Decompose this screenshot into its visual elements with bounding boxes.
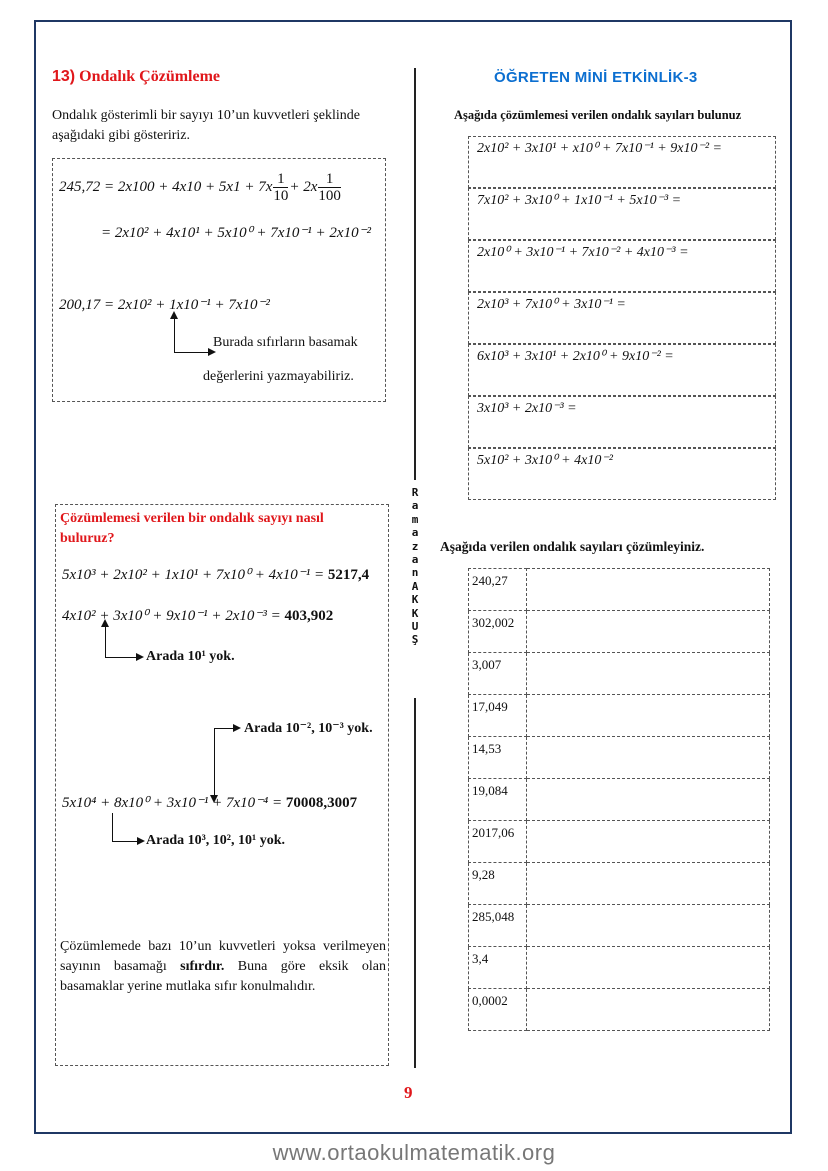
expression-text: 2x10² + 3x10¹ + x10⁰ + 7x10⁻¹ + 9x10⁻² = (477, 141, 722, 156)
number-cell: 302,002 (469, 611, 527, 653)
arrow-4-head-right (137, 837, 145, 845)
arrow-3-head-right (233, 724, 241, 732)
table-row (469, 989, 770, 1031)
arrow-1-horizontal (174, 352, 210, 353)
arrow-3-shaft (214, 728, 215, 798)
example-note-1: Burada sıfırların basamak (213, 335, 358, 350)
find-eq-3-lhs: 5x10⁴ + 8x10⁰ + 3x10⁻¹ + 7x10⁻⁴ = (62, 795, 283, 811)
number-cell: 19,084 (469, 779, 527, 821)
fraction-1-10 (273, 171, 288, 204)
number-cell: 285,048 (469, 905, 527, 947)
find-note-b: Arada 10⁻², 10⁻³ yok. (244, 721, 373, 736)
find-eq-1-result: 5217,4 (327, 567, 370, 583)
expression-text: 7x10² + 3x10⁰ + 1x10⁻¹ + 5x10⁻³ = (477, 193, 682, 208)
table-row (469, 737, 770, 779)
find-box (55, 504, 389, 1066)
divider-line-bottom (414, 698, 416, 1068)
divider-line-top (414, 68, 416, 480)
expression-text: 2x10³ + 7x10⁰ + 3x10⁻¹ = (477, 297, 626, 312)
divider-letter: K (411, 593, 419, 607)
example-note-2: değerlerini yazmayabiliriz. (203, 369, 354, 384)
example-line-1 (59, 171, 342, 204)
divider-letter: U (411, 620, 419, 634)
table-row (469, 569, 770, 611)
arrow-2-shaft (105, 625, 106, 658)
divider-letter: R (411, 486, 419, 499)
activity-title: ÖĞRETEN MİNİ ETKİNLİK-3 (494, 69, 698, 86)
find-paragraph-pre: Çözümlemede bazı 10’un kuvvetleri yoksa verilmeyen sayının basamağı (60, 939, 386, 974)
arrow-1-head (170, 311, 178, 319)
find-eq-2-lhs: 4x10² + 3x10⁰ + 9x10⁻¹ + 2x10⁻³ = (62, 608, 281, 624)
expression-row[interactable] (468, 292, 776, 344)
example-line-2: = 2x10² + 4x10¹ + 5x10⁰ + 7x10⁻¹ + 2x10⁻² (101, 225, 371, 241)
answer-cell[interactable] (527, 989, 770, 1031)
expression-row[interactable] (468, 396, 776, 448)
example-box (52, 158, 386, 402)
number-cell: 9,28 (469, 863, 527, 905)
table-row (469, 779, 770, 821)
answer-cell[interactable] (527, 611, 770, 653)
arrow-2-horizontal (105, 657, 137, 658)
number-cell: 3,4 (469, 947, 527, 989)
table-row (469, 863, 770, 905)
section-title (52, 68, 220, 86)
find-note-a: Arada 10¹ yok. (146, 649, 235, 664)
footer-url[interactable]: www.ortaokulmatematik.org (272, 1140, 556, 1165)
example-plus-2x: + 2x (289, 178, 318, 195)
table-row (469, 905, 770, 947)
table-row (469, 611, 770, 653)
answer-cell[interactable] (527, 821, 770, 863)
table-row (469, 947, 770, 989)
table-row (469, 695, 770, 737)
expression-row[interactable] (468, 448, 776, 500)
arrow-2-head-right (136, 653, 144, 661)
page-number: 9 (404, 1083, 413, 1102)
answer-cell[interactable] (527, 947, 770, 989)
find-paragraph-bold: sıfırdır. (180, 959, 225, 974)
activity-instruction-2: Aşağıda verilen ondalık sayıları çözümleyiniz. (440, 539, 705, 554)
number-cell: 0,0002 (469, 989, 527, 1031)
expression-row[interactable] (468, 188, 776, 240)
number-cell: 14,53 (469, 737, 527, 779)
find-paragraph-post: Buna göre eksik olan basamaklar yerine mutlaka sıfır konulmalıdır. (60, 959, 387, 994)
find-eq-1 (62, 565, 369, 584)
activity-instruction-1: Aşağıda çözümlemesi verilen ondalık sayıları bulunuz (454, 108, 742, 122)
example-line-1-lhs: 245,72 = 2x100 + 4x10 + 5x1 + 7x (59, 178, 273, 195)
number-cell: 3,007 (469, 653, 527, 695)
frac2-num: 1 (318, 171, 341, 188)
expression-row[interactable] (468, 344, 776, 396)
divider-letter: a (411, 526, 419, 540)
divider-letter: Ş (411, 633, 419, 647)
find-eq-3-result: 70008,3007 (285, 795, 358, 811)
answer-cell[interactable] (527, 905, 770, 947)
frac2-den: 100 (318, 188, 341, 204)
divider-letter: a (411, 499, 419, 513)
find-eq-3 (62, 793, 357, 812)
answer-cell[interactable] (527, 569, 770, 611)
example-line-3: 200,17 = 2x10² + 1x10⁻¹ + 7x10⁻² (59, 297, 270, 313)
answer-cell[interactable] (527, 695, 770, 737)
section-intro: Ondalık gösterimli bir sayıyı 10’un kuvvetleri şeklinde aşağıdaki gibi gösteririz. (52, 108, 360, 143)
expression-row[interactable] (468, 240, 776, 292)
section-number: 13) (52, 68, 76, 85)
table-row (469, 821, 770, 863)
divider-letter: m (411, 512, 419, 526)
expression-row[interactable] (468, 136, 776, 188)
answer-cell[interactable] (527, 779, 770, 821)
numbers-table (468, 568, 770, 1031)
find-question: Çözümlemesi verilen bir ondalık sayıyı nasıl buluruz? (60, 511, 324, 546)
arrow-2-head (101, 619, 109, 627)
divider-letter: n (411, 566, 419, 580)
number-cell: 2017,06 (469, 821, 527, 863)
find-eq-2-result: 403,902 (284, 608, 334, 624)
divider-letter: z (411, 539, 419, 553)
section-title-text: Ondalık Çözümleme (79, 68, 221, 85)
divider-letter: A (411, 579, 419, 593)
frac1-num: 1 (273, 171, 288, 188)
frac1-den: 10 (273, 188, 289, 204)
answer-cell[interactable] (527, 863, 770, 905)
expression-text: 3x10³ + 2x10⁻³ = (477, 401, 577, 416)
answer-cell[interactable] (527, 653, 770, 695)
arrow-4-shaft (112, 813, 113, 842)
fraction-1-100 (318, 171, 341, 204)
expression-text: 6x10³ + 3x10¹ + 2x10⁰ + 9x10⁻² = (477, 349, 674, 364)
expression-text: 2x10⁰ + 3x10⁻¹ + 7x10⁻² + 4x10⁻³ = (477, 245, 689, 260)
divider-letter: a (411, 553, 419, 567)
find-eq-1-lhs: 5x10³ + 2x10² + 1x10¹ + 7x10⁰ + 4x10⁻¹ = (62, 567, 325, 583)
expression-text: 5x10² + 3x10⁰ + 4x10⁻² (477, 453, 613, 468)
divider-letter: K (411, 606, 419, 620)
arrow-4-horizontal (112, 841, 138, 842)
find-note-c: Arada 10³, 10², 10¹ yok. (146, 833, 285, 848)
number-cell: 17,049 (469, 695, 527, 737)
number-cell: 240,27 (469, 569, 527, 611)
arrow-3-horizontal (214, 728, 234, 729)
answer-cell[interactable] (527, 737, 770, 779)
divider-author-text (408, 486, 422, 647)
arrow-1-shaft (174, 317, 175, 353)
table-row (469, 653, 770, 695)
find-paragraph (60, 937, 386, 997)
